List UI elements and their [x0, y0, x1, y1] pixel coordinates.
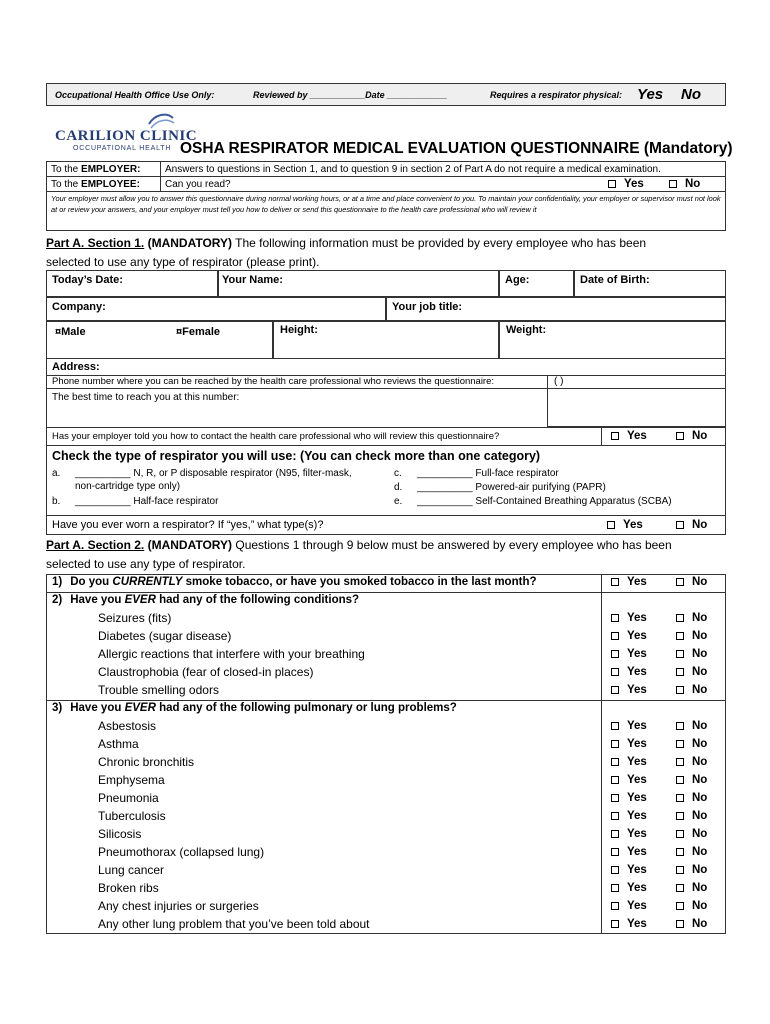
respirator-e-option[interactable]: __________ Self-Contained Breathing Apparatus (SCBA) [417, 496, 672, 507]
can-read-no[interactable]: No [669, 178, 700, 190]
yes-option[interactable]: Yes [611, 774, 647, 786]
employer-text: Answers to questions in Section 1, and to question 9 in section 2 of Part A do not require a medical examination. [161, 162, 726, 177]
checkbox-icon[interactable] [676, 668, 684, 676]
phone-label: Phone number where you can be reached by the health care professional who reviews the questionnaire: [52, 376, 495, 387]
no-option[interactable]: No [676, 684, 707, 696]
respirator-c-option[interactable]: __________ Full-face respirator [417, 468, 559, 479]
respirator-a-option[interactable]: __________ N, R, or P disposable respirator (N95, filter-mask, [75, 468, 352, 479]
checkbox-icon[interactable] [676, 884, 684, 892]
logo-line1: CARILION CLINIC [55, 128, 198, 144]
dob-label: Date of Birth: [580, 274, 650, 286]
checkbox-icon[interactable] [676, 830, 684, 838]
told-contact-question: Has your employer told you how to contact the health care professional who will review this questionnaire? [52, 431, 500, 442]
condition-item: Diabetes (sugar disease) [98, 629, 232, 643]
checkbox-icon[interactable] [608, 180, 616, 188]
confidentiality-notice: Your employer must allow you to answer this questionnaire during normal working hours, or at a time and place convenient to you. To maintain your confidentiality, your employer or supervisor must not look at or review your answers, and your employer must tell you how to deliver or send this questionnaire to the health care professional who will review it [46, 191, 726, 231]
yes-option[interactable]: Yes [611, 576, 647, 588]
respirator-b-letter: b. [52, 496, 61, 507]
question-q2: 2) Have you EVER had any of the following conditions? [52, 594, 360, 606]
no-option[interactable]: No [676, 756, 707, 768]
checkbox-icon[interactable] [676, 521, 684, 529]
no-option[interactable]: No [676, 900, 707, 912]
respirator-a-letter: a. [52, 468, 61, 479]
yes-option[interactable]: Yes [611, 756, 647, 768]
no-option[interactable]: No [676, 810, 707, 822]
checkbox-icon[interactable] [676, 578, 684, 586]
checkbox-icon[interactable] [611, 632, 619, 640]
no-option[interactable]: No [676, 738, 707, 750]
worn-respirator-no[interactable]: No [676, 519, 707, 531]
yes-option[interactable]: Yes [611, 612, 647, 624]
condition-item: Lung cancer [98, 863, 165, 877]
yes-option[interactable]: Yes [611, 846, 647, 858]
job-title-label: Your job title: [392, 301, 463, 313]
condition-item: Pneumothorax (collapsed lung) [98, 845, 265, 859]
no-option[interactable]: No [676, 882, 707, 894]
respirator-d-letter: d. [394, 482, 403, 493]
questions-table-border [46, 574, 726, 934]
checkbox-icon[interactable] [611, 740, 619, 748]
checkbox-icon[interactable] [676, 776, 684, 784]
question-row-divider [46, 592, 726, 593]
checkbox-icon[interactable] [607, 521, 615, 529]
condition-item: Tuberculosis [98, 809, 166, 823]
carilion-logo [55, 112, 198, 154]
questions-divider [601, 574, 602, 934]
page-title: OSHA RESPIRATOR MEDICAL EVALUATION QUESTIONNAIRE (Mandatory) [180, 140, 733, 157]
condition-item: Trouble smelling odors [98, 683, 219, 697]
phone-parentheses: ( ) [554, 376, 564, 387]
section1-subheading: selected to use any type of respirator (please print). [46, 255, 320, 269]
checkbox-icon[interactable] [676, 686, 684, 694]
question-q3: 3) Have you EVER had any of the following pulmonary or lung problems? [52, 702, 457, 714]
checkbox-icon[interactable] [611, 884, 619, 892]
condition-item: Any other lung problem that you’ve been told about [98, 917, 370, 931]
section2-subheading: selected to use any type of respirator. [46, 557, 246, 571]
checkbox-icon[interactable] [611, 902, 619, 910]
address-label: Address: [52, 361, 100, 373]
checkbox-icon[interactable] [676, 758, 684, 766]
checkbox-icon[interactable] [676, 632, 684, 640]
checkbox-icon[interactable] [611, 758, 619, 766]
employee-label-cell: To the EMPLOYEE: [47, 177, 161, 192]
can-you-read-question: Can you read? [165, 178, 231, 190]
office-yes-option[interactable]: Yes [637, 86, 664, 103]
yes-option[interactable]: Yes [611, 684, 647, 696]
no-option[interactable]: No [676, 576, 707, 588]
checkbox-icon[interactable] [611, 812, 619, 820]
yes-option[interactable]: Yes [611, 648, 647, 660]
divider [601, 427, 602, 446]
checkbox-icon[interactable] [611, 432, 619, 440]
condition-item: Chronic bronchitis [98, 755, 195, 769]
checkbox-icon[interactable] [611, 614, 619, 622]
yes-option[interactable]: Yes [611, 864, 647, 876]
respirator-type-heading: Check the type of respirator you will use: (You can check more than one category) [52, 449, 541, 463]
checkbox-icon[interactable] [611, 866, 619, 874]
checkbox-icon[interactable] [611, 848, 619, 856]
employer-label-cell: To the EMPLOYER: [47, 162, 161, 177]
checkbox-icon[interactable] [676, 902, 684, 910]
todays-date-label: Today’s Date: [52, 274, 123, 286]
no-option[interactable]: No [676, 630, 707, 642]
told-contact-no[interactable]: No [676, 430, 707, 442]
condition-item: Silicosis [98, 827, 142, 841]
yes-option[interactable]: Yes [611, 900, 647, 912]
checkbox-icon[interactable] [611, 776, 619, 784]
female-option[interactable]: ¤Female [176, 326, 221, 338]
height-label: Height: [280, 324, 318, 336]
respirator-d-option[interactable]: __________ Powered-air purifying (PAPR) [417, 482, 606, 493]
checkbox-icon[interactable] [669, 180, 677, 188]
no-option[interactable]: No [676, 612, 707, 624]
worn-respirator-yes[interactable]: Yes [607, 519, 643, 531]
checkbox-icon[interactable] [676, 740, 684, 748]
yes-option[interactable]: Yes [611, 738, 647, 750]
checkbox-icon[interactable] [676, 722, 684, 730]
age-label: Age: [505, 274, 530, 286]
condition-item: Asthma [98, 737, 139, 751]
no-option[interactable]: No [676, 648, 707, 660]
no-option[interactable]: No [676, 666, 707, 678]
checkbox-icon[interactable] [611, 668, 619, 676]
checkbox-icon[interactable] [676, 432, 684, 440]
your-name-label: Your Name: [222, 274, 283, 286]
condition-item: Allergic reactions that interfere with your breathing [98, 647, 365, 661]
company-label: Company: [52, 301, 106, 313]
checkbox-icon[interactable] [611, 578, 619, 586]
checkbox-icon[interactable] [611, 794, 619, 802]
yes-option[interactable]: Yes [611, 828, 647, 840]
male-option[interactable]: ¤Male [55, 326, 86, 338]
section1-heading: Part A. Section 1. (MANDATORY) The following information must be provided by every employee who has been [46, 236, 647, 250]
told-contact-yes[interactable]: Yes [611, 430, 647, 442]
condition-item: Asbestosis [98, 719, 157, 733]
phone-field[interactable] [547, 375, 726, 427]
yes-option[interactable]: Yes [611, 810, 647, 822]
checkbox-icon[interactable] [676, 650, 684, 658]
respirator-a-option-cont: non-cartridge type only) [75, 481, 181, 492]
yes-option[interactable]: Yes [611, 918, 647, 930]
requires-physical-label: Requires a respirator physical: [490, 89, 623, 100]
yes-option[interactable]: Yes [611, 666, 647, 678]
respirator-e-letter: e. [394, 496, 403, 507]
no-option[interactable]: No [676, 792, 707, 804]
worn-respirator-question: Have you ever worn a respirator? If “yes,” what type(s)? [52, 519, 324, 531]
condition-item: Seizures (fits) [98, 611, 172, 625]
office-use-label: Occupational Health Office Use Only: [55, 89, 215, 100]
can-read-yes[interactable]: Yes [608, 178, 644, 190]
respirator-c-letter: c. [394, 468, 402, 479]
reviewed-by-line[interactable]: Reviewed by ___________Date ____________ [253, 89, 448, 100]
yes-option[interactable]: Yes [611, 720, 647, 732]
checkbox-icon[interactable] [676, 866, 684, 874]
office-use-bar [46, 83, 726, 106]
no-option[interactable]: No [676, 774, 707, 786]
checkbox-icon[interactable] [611, 686, 619, 694]
checkbox-icon[interactable] [676, 812, 684, 820]
condition-item: Pneumonia [98, 791, 159, 805]
question-row-divider [46, 700, 726, 701]
yes-option[interactable]: Yes [611, 792, 647, 804]
no-option[interactable]: No [676, 864, 707, 876]
checkbox-icon[interactable] [676, 848, 684, 856]
intro-table [46, 161, 726, 192]
question-q1: 1) Do you CURRENTLY smoke tobacco, or have you smoked tobacco in the last month? [52, 576, 537, 588]
no-option[interactable]: No [676, 828, 707, 840]
no-option[interactable]: No [676, 846, 707, 858]
checkbox-icon[interactable] [611, 920, 619, 928]
respirator-b-option[interactable]: __________ Half-face respirator [75, 496, 219, 507]
no-option[interactable]: No [676, 720, 707, 732]
best-time-label: The best time to reach you at this number: [52, 392, 240, 403]
checkbox-icon[interactable] [676, 794, 684, 802]
condition-item: Broken ribs [98, 881, 159, 895]
can-you-read-row [161, 177, 726, 192]
condition-item: Any chest injuries or surgeries [98, 899, 259, 913]
yes-option[interactable]: Yes [611, 882, 647, 894]
checkbox-icon[interactable] [611, 830, 619, 838]
condition-item: Claustrophobia (fear of closed-in places) [98, 665, 314, 679]
condition-item: Emphysema [98, 773, 165, 787]
section2-heading: Part A. Section 2. (MANDATORY) Questions 1 through 9 below must be answered by every employee who has been [46, 538, 672, 552]
office-no-option[interactable]: No [681, 86, 701, 103]
checkbox-icon[interactable] [611, 722, 619, 730]
checkbox-icon[interactable] [676, 920, 684, 928]
weight-label: Weight: [506, 324, 547, 336]
no-option[interactable]: No [676, 918, 707, 930]
yes-option[interactable]: Yes [611, 630, 647, 642]
logo-line2: OCCUPATIONAL HEALTH [73, 145, 172, 152]
checkbox-icon[interactable] [611, 650, 619, 658]
checkbox-icon[interactable] [676, 614, 684, 622]
